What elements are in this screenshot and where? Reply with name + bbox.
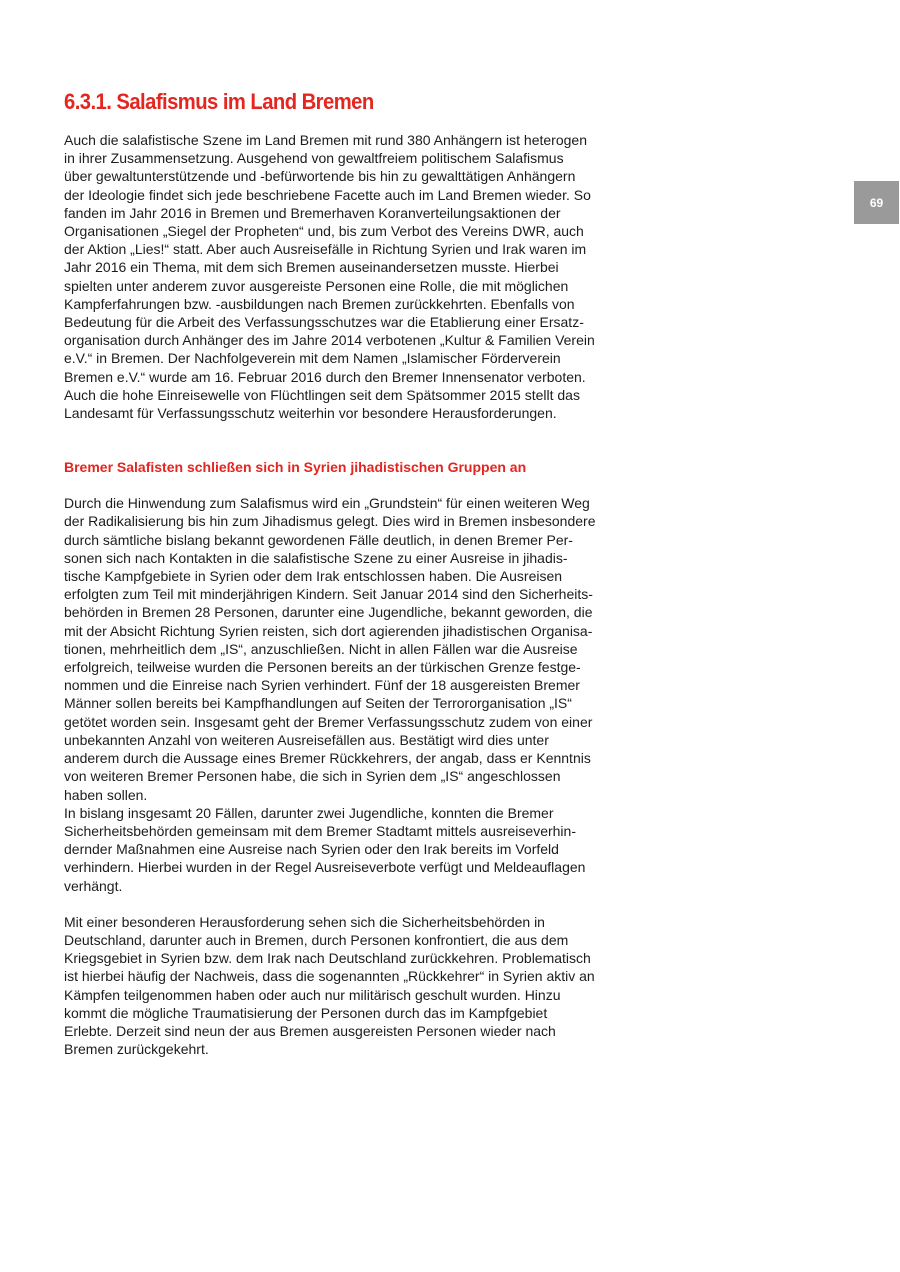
section-title: 6.3.1. Salafismus im Land Bremen (64, 89, 374, 114)
page-number-tab (854, 181, 899, 224)
body-paragraph: Durch die Hinwendung zum Salafismus wird ein „Grundstein“ für einen weiteren Weg der Radikalisierung bis hin zum Jihadismus gelegt. Dies wird in Bremen insbesondere durch sämtliche bislang bekannt gewordenen Fälle deutlich, in denen Bremer Per- sonen sich nach Kontakten in die salafistische Szene zu einer Ausreise in jihadis- tische Kampfgebiete in Syrien oder dem Irak entschlossen haben. Die Ausreisen erfolgten zum Teil mit minderjährigen Kindern. Seit Januar 2014 sind den Sicherheits- behörden in Bremen 28 Personen, darunter eine Jugendliche, bekannt geworden, die mit der Absicht Richtung Syrien reisten, sich dort agierenden jihadistischen Organisa- tionen, mehrheitlich dem „IS“, anzuschließen. Nicht in allen Fällen war die Ausreise erfolgreich, teilweise wurden die Personen bereits an der türkischen Grenze festge- nommen und die Einreise nach Syrien verhindert. Fünf der 18 ausgereisten Bremer Männer sollen bereits bei Kampfhandlungen auf Seiten der Terrororganisation „IS“ getötet worden sein. Insgesamt geht der Bremer Verfassungsschutz zudem von einer unbekannten Anzahl von weiteren Ausreisefällen aus. Bestätigt wird dies unter anderem durch die Aussage eines Bremer Rückkehrers, der angab, dass er Kenntnis von weiteren Bremer Personen habe, die sich in Syrien dem „IS“ angeschlossen haben sollen. In bislang insgesamt 20 Fällen, darunter zwei Jugendliche, konnten die Bremer Sicherheitsbehörden gemeinsam mit dem Bremer Stadtamt mittels ausreiseverhin- dernder Maßnahmen eine Ausreise nach Syrien oder den Irak bereits im Vorfeld verhindern. Hierbei wurden in der Regel Ausreiseverbote verfügt und Meldeauflagen verhängt. (64, 495, 596, 894)
page-content (64, 88, 614, 1058)
intro-paragraph: Auch die salafistische Szene im Land Bremen mit rund 380 Anhängern ist heterogen in ihrer Zusammensetzung. Ausgehend von gewaltfreiem politischem Salafismus über gewaltunterstützende und -befürwortende bis hin zu gewalttätigen Anhängern der Ideologie findet sich jede beschriebene Facette auch im Land Bremen wieder. So fanden im Jahr 2016 in Bremen und Bremerhaven Koranverteilungsaktionen der Organisationen „Siegel der Propheten“ und, bis zum Verbot des Vereins DWR, auch der Aktion „Lies!“ statt. Aber auch Ausreisefälle in Richtung Syrien und Irak waren im Jahr 2016 ein Thema, mit dem sich Bremen auseinandersetzen musste. Hierbei spielten unter anderem zuvor ausgereiste Personen eine Rolle, die mit möglichen Kampferfahrungen bzw. -ausbildungen nach Bremen zurückkehrten. Ebenfalls von Bedeutung für die Arbeit des Verfassungsschutzes war die Etablierung einer Ersatz- organisation durch Anhänger des im Jahre 2014 verbotenen „Kultur & Familien Verein e.V.“ in Bremen. Der Nachfolgeverein mit dem Namen „Islamischer Förderverein Bremen e.V.“ wurde am 16. Februar 2016 durch den Bremer Innensenator verboten. Auch die hohe Einreisewelle von Flüchtlingen seit dem Spätsommer 2015 stellt das Landesamt für Verfassungsschutz weiterhin vor besondere Herausforderungen. (64, 132, 595, 422)
subsection-heading: Bremer Salafisten schließen sich in Syrien jihadistischen Gruppen an (64, 459, 527, 476)
closing-paragraph: Mit einer besonderen Herausforderung sehen sich die Sicherheitsbehörden in Deutschland, darunter auch in Bremen, durch Personen konfrontiert, die aus dem Kriegsgebiet in Syrien bzw. dem Irak nach Deutschland zurückkehren. Problematisch ist hierbei häufig der Nachweis, dass die sogenannten „Rückkehrer“ in Syrien aktiv an Kämpfen teilgenommen haben oder auch nur militärisch geschult wurden. Hinzu kommt die mögliche Traumatisierung der Personen durch das im Kampfgebiet Erlebte. Derzeit sind neun der aus Bremen ausgereisten Personen wieder nach Bremen zurückgekehrt. (64, 913, 595, 1058)
page-number: 69 (869, 195, 884, 210)
